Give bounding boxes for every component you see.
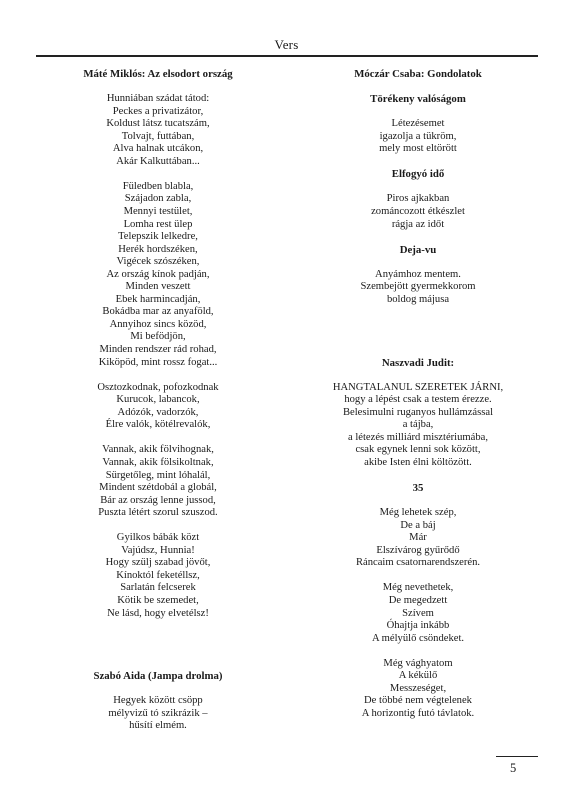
poem-line: boldog májusa xyxy=(386,293,450,305)
poem-line: mely most eltörött xyxy=(379,143,457,155)
poem-heading: Móczár Csaba: Gondolatok xyxy=(354,68,482,80)
poem-line: Szívem xyxy=(402,607,434,619)
poem-line: Kurucok, labancok, xyxy=(116,394,200,406)
spacer xyxy=(298,81,538,94)
poem-line: Kötik be szemedet, xyxy=(117,594,199,606)
poem-line: Vannak, akik fölvihognak, xyxy=(102,444,214,456)
poem-line: Kínoktól feketéllsz, xyxy=(116,569,200,581)
poem-line: Az ország kínok padján, xyxy=(106,268,210,280)
spacer xyxy=(298,106,538,119)
poem-line: hogy a lépést csak a testem érezze. xyxy=(344,394,492,406)
poem-line: Sarlatán felcserek xyxy=(120,582,196,594)
poem-line: Füledben blabla, xyxy=(122,180,194,192)
poem-line: Minden veszett xyxy=(125,281,191,293)
poem-line: HANGTALANUL SZERETEK JÁRNI, xyxy=(332,381,504,393)
poem-line: csak egynek lenni sok között, xyxy=(355,444,481,456)
poem-line: Annyihoz sincs közöd, xyxy=(109,318,207,330)
poem-line: Akár Kalkuttában... xyxy=(116,155,200,167)
poem-line: Alva halnak utcákon, xyxy=(112,143,204,155)
poem-line: Hogy szülj szabad jövőt, xyxy=(105,557,211,569)
poem-line: Adózók, vadorzók, xyxy=(117,406,199,418)
poem-line: Bokádba mar az anyaföld, xyxy=(102,306,214,318)
poem-line: Lomha rest ülep xyxy=(123,218,193,230)
poem-line: Kiköpöd, mint rossz fogat... xyxy=(98,356,218,368)
spacer xyxy=(40,81,276,94)
spacer xyxy=(40,520,276,533)
poem-line: Gyilkos bábák közt xyxy=(116,532,200,544)
spacer xyxy=(40,645,276,658)
poem-number: 35 xyxy=(412,482,424,495)
spacer xyxy=(298,369,538,382)
poem-line: A horizontig futó távlatok. xyxy=(361,707,475,719)
poem-line: Tolvajt, futtában, xyxy=(121,130,195,142)
left-column xyxy=(40,68,276,733)
spacer xyxy=(298,645,538,658)
spacer xyxy=(298,344,538,357)
poem-line: Osztozkodnak, pofozkodnak xyxy=(97,381,219,393)
poem-line: mélyvizű tó szikrázik – xyxy=(108,707,208,719)
poem-line: Mennyi testület, xyxy=(123,206,193,218)
spacer xyxy=(298,181,538,194)
poem-stanza xyxy=(40,181,276,369)
poem-line: Bár az ország lenne jussod, xyxy=(100,494,216,506)
spacer xyxy=(298,331,538,344)
poem-stanza xyxy=(298,118,538,156)
poem-line: A mélyülő csöndeket. xyxy=(371,632,465,644)
poem-stanza xyxy=(40,532,276,620)
poem-line: Hegyek között csöpp xyxy=(113,695,203,707)
poem-stanza xyxy=(298,269,538,307)
poem-stanza xyxy=(40,382,276,432)
poem-line: De a báj xyxy=(400,519,436,531)
header-rule xyxy=(36,55,538,57)
poem-line: Elszívárog gyűrődő xyxy=(376,544,460,556)
page-header-title: Vers xyxy=(274,37,299,52)
poem-line: Óhajtja inkább xyxy=(386,620,450,632)
poem-line: Vannak, akik fölsikoltnak, xyxy=(102,456,214,468)
poem-line: Herék hordszéken, xyxy=(118,243,198,255)
poem-line: Vajúdsz, Hunnia! xyxy=(121,544,195,556)
poem-line: Messzeséget, xyxy=(389,682,447,694)
poem-line: Még lehetek szép, xyxy=(379,507,457,519)
haiku-title: Törékeny valóságom xyxy=(370,93,466,106)
poem-line: De megedzett xyxy=(388,594,448,606)
poem-stanza xyxy=(298,658,538,721)
poem-line: Még nevethetek, xyxy=(382,582,454,594)
poem-line: Már xyxy=(409,532,427,544)
poem-line: rágja az időt xyxy=(391,218,445,230)
poem-line: Ebek harmincadján, xyxy=(115,293,201,305)
poem-line: De többé nem végtelenek xyxy=(364,695,472,707)
poem-line: Szembejött gyermekkorom xyxy=(360,281,476,293)
poem-line: Szájadon zabla, xyxy=(124,193,192,205)
spacer xyxy=(298,231,538,244)
spacer xyxy=(40,620,276,633)
spacer xyxy=(298,319,538,332)
spacer xyxy=(40,432,276,445)
page-number: 5 xyxy=(510,761,517,775)
haiku-title: Deja-vu xyxy=(399,243,437,256)
poem-line: Hunniában szádat tátod: xyxy=(106,93,210,105)
poem-stanza xyxy=(298,382,538,470)
poem-line: Ne lásd, hogy elvetélsz! xyxy=(107,607,209,619)
spacer xyxy=(298,570,538,583)
poem-line: Piros ajkakban xyxy=(386,193,450,205)
spacer xyxy=(298,156,538,169)
poem-line: Létezésemet xyxy=(391,118,445,130)
poem-line: Ráncaim csatornarendszerén. xyxy=(355,557,481,569)
poem-line: Élre valók, kötélrevalók, xyxy=(105,419,211,431)
poem-line: Belesimulni ruganyos hullámzással xyxy=(342,406,494,418)
poem-line: Koldust látsz tucatszám, xyxy=(106,118,210,130)
poem-heading: Szabó Aida (Jampa drolma) xyxy=(93,670,223,683)
poem-line: Minden rendszer rád rohad, xyxy=(99,344,217,356)
poem-line: Még vághyatom xyxy=(383,657,453,669)
poem-line: hűsítí elmém. xyxy=(129,720,187,732)
poem-line: Sürgetőleg, mint lóhalál, xyxy=(105,469,211,481)
poem-line: a tájba, xyxy=(402,419,434,431)
poem-stanza xyxy=(40,695,276,733)
haiku-title: Elfogyó idő xyxy=(391,168,445,181)
poem-line: akibe Isten élni költözött. xyxy=(364,456,472,468)
poem-line: Peckes a privatizátor, xyxy=(112,105,204,117)
poem-heading: Máté Miklós: Az elsodort ország xyxy=(83,68,233,80)
poem-line: Vigécek szószéken, xyxy=(116,256,200,268)
poem-line: zománcozott étkészlet xyxy=(371,206,465,218)
footer-rule xyxy=(496,756,538,757)
poem-stanza xyxy=(298,507,538,570)
poem-line: Puszta létért szorul szuszod. xyxy=(98,507,218,519)
spacer xyxy=(298,495,538,508)
spacer xyxy=(40,633,276,646)
spacer xyxy=(40,683,276,696)
poem-stanza xyxy=(40,93,276,168)
right-column xyxy=(298,68,538,720)
poem-stanza xyxy=(298,582,538,645)
poem-stanza xyxy=(298,193,538,231)
poem-line: A kékülő xyxy=(398,670,438,682)
spacer xyxy=(298,470,538,483)
spacer xyxy=(40,369,276,382)
poem-line: Mi befödjön, xyxy=(130,331,186,343)
spacer xyxy=(298,306,538,319)
spacer xyxy=(298,256,538,269)
spacer xyxy=(40,168,276,181)
poem-stanza xyxy=(40,444,276,519)
poem-heading: Naszvadi Judit: xyxy=(381,356,455,369)
poem-line: Telepszik lelkedre, xyxy=(118,231,198,243)
poem-line: a létezés milliárd misztériumába, xyxy=(347,431,488,443)
poem-line: Anyámhoz mentem. xyxy=(375,268,461,280)
poem-line: igazolja a tükröm, xyxy=(379,130,457,142)
poem-line: Mindent szétdobál a globál, xyxy=(99,482,217,494)
spacer xyxy=(40,658,276,671)
